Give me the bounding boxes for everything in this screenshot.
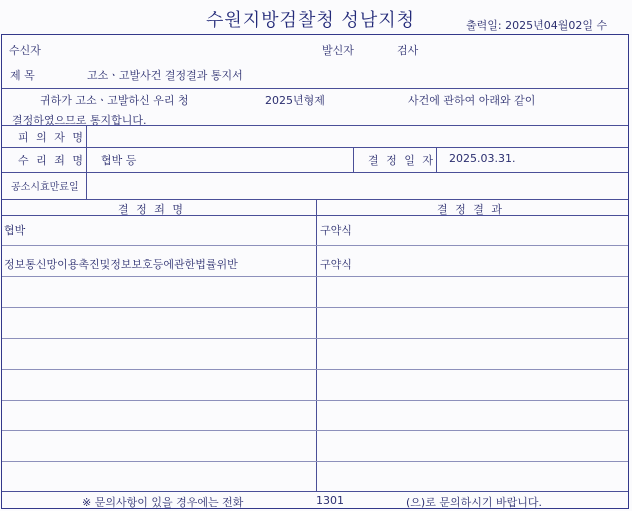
intro-text-b: 사건에 관하여 아래와 같이 [408,94,536,107]
divider [2,125,628,126]
table-row-1-result: 구약식 [320,224,352,237]
divider [86,125,87,199]
table-row-line [2,307,628,308]
sender-value: 검사 [397,44,419,57]
divider [2,491,628,492]
table-column-divider [316,199,317,491]
divider [353,147,354,172]
intro-text-a: 귀하가 고소ㆍ고발하신 우리 청 [40,94,189,107]
subject-value: 고소ㆍ고발사건 결정결과 통지서 [87,69,243,82]
table-header-result: 결 정 결 과 [437,203,504,216]
table-row-2-result: 구약식 [320,258,352,271]
divider [436,147,437,172]
intro-text-line2: 결정하였으므로 통지합니다. [12,114,147,127]
charge-value: 협박 등 [101,154,137,167]
divider [2,147,628,148]
table-row-line [2,400,628,401]
footer-inquiry-text-end: (으)로 문의하시기 바랍니다. [406,496,542,509]
suspect-label: 피 의 자 명 [18,131,85,144]
decision-date-value: 2025.03.31. [449,152,516,165]
table-row-line [2,276,628,277]
table-row-line [2,430,628,431]
table-header-charge: 결 정 죄 명 [118,203,185,216]
limitation-label: 공소시효만료일 [11,182,79,193]
table-row-line [2,245,628,246]
sender-label: 발신자 [322,44,354,57]
divider [2,199,628,200]
subject-label: 제 목 [10,69,35,82]
divider [2,215,628,216]
intro-case-number: 2025년형제 [265,94,325,107]
table-row-line [2,461,628,462]
document-header [0,0,632,34]
divider [2,172,628,173]
page-title: 수원지방검찰청 성남지청 [206,10,415,31]
divider [2,88,628,89]
recipient-label: 수신자 [9,44,41,57]
footer-inquiry-text: ※ 문의사항이 있을 경우에는 전화 [82,496,244,509]
printed-date: 출력일: 2025년04월02일 수 [466,19,608,32]
table-row-1-charge: 협박 [4,224,26,237]
footer-phone-number: 1301 [316,494,344,507]
table-row-2-charge: 정보통신망이용촉진및정보보호등에관한법률위반 [4,258,238,271]
table-row-line [2,369,628,370]
decision-date-label: 결 정 일 자 [368,154,435,167]
charge-label: 수 리 죄 명 [18,154,85,167]
table-row-line [2,338,628,339]
